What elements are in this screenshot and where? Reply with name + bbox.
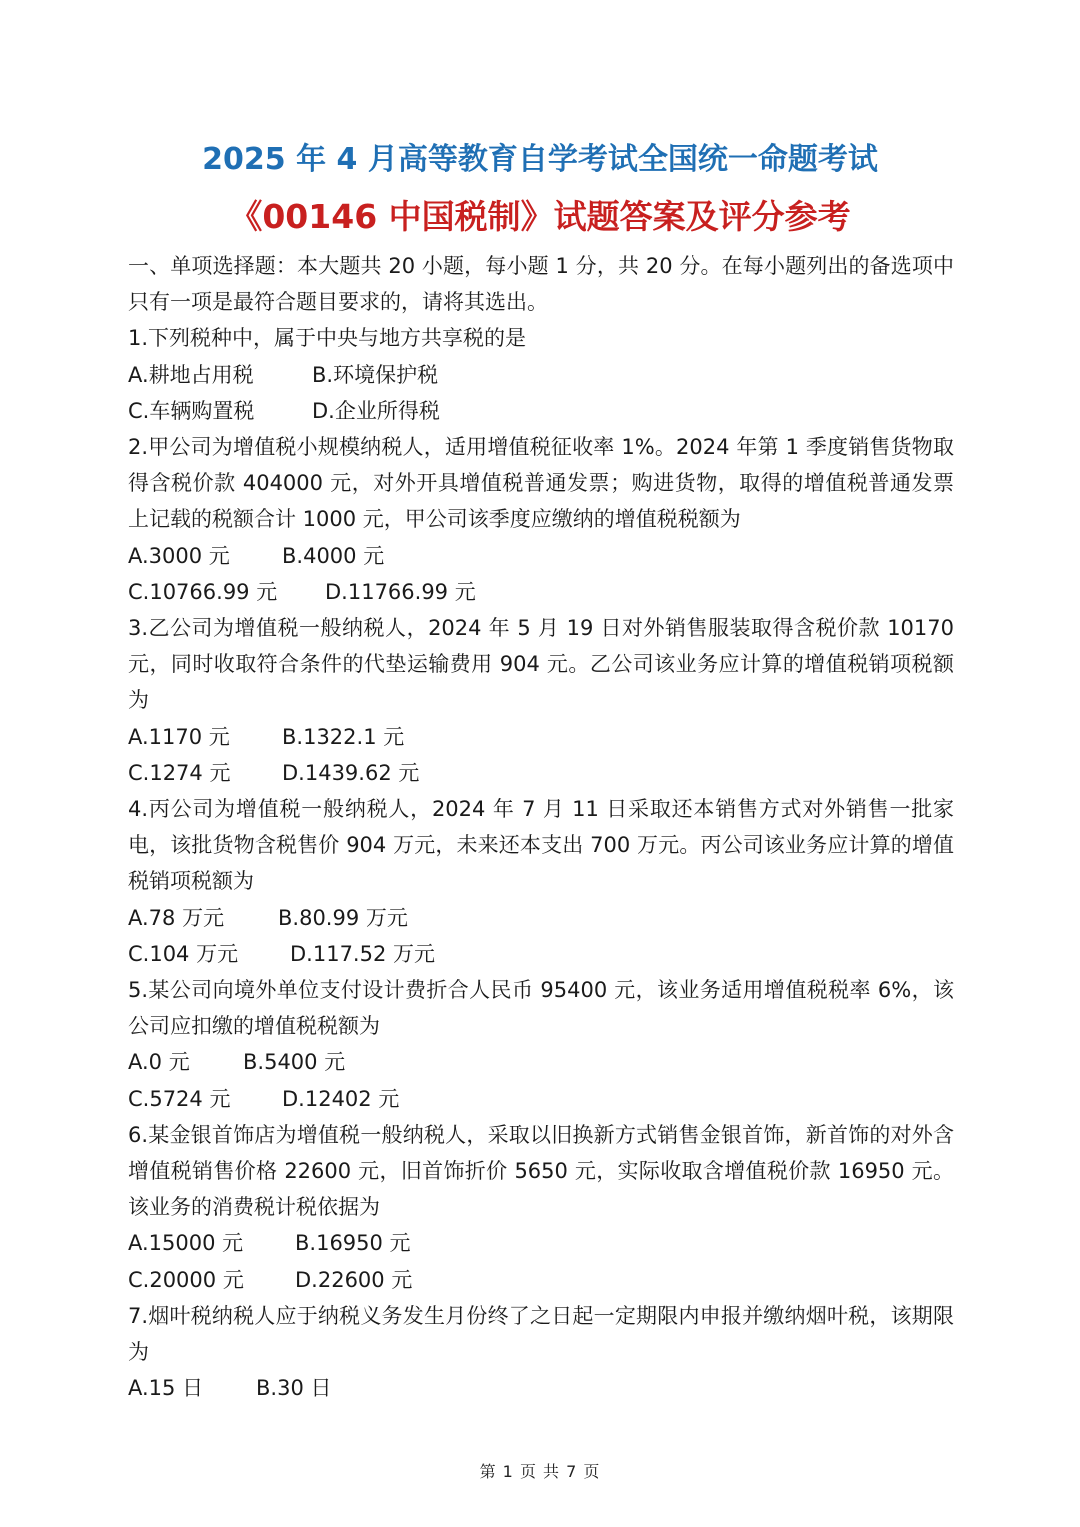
question-stem-7: 7.烟叶税纳税人应于纳税义务发生月份终了之日起一定期限内申报并缴纳烟叶税，该期限为: [128, 1303, 954, 1364]
section-intro: 一、单项选择题：本大题共 20 小题，每小题 1 分，共 20 分。在每小题列出的备选项中只有一项是最符合题目要求的，请将其选出。: [128, 254, 954, 315]
exam-title: 2025 年 4 月高等教育自学考试全国统一命题考试: [202, 142, 878, 177]
option-c: C.20000 元: [128, 1267, 244, 1292]
option-d: D.117.52 万元: [290, 941, 436, 966]
options-row: [128, 900, 954, 936]
question-stem-5: 5.某公司向境外单位支付设计费折合人民币 95400 元，该业务适用增值税税率 6%，该公司应扣缴的增值税税额为: [128, 977, 954, 1039]
question-stem-6: 6.某金银首饰店为增值税一般纳税人，采取以旧换新方式销售金银首饰，新首饰的对外含增值税销售价格 22600 元，旧首饰折价 5650 元，实际收取含增值税价款 16950 元。该业务的消费税计税依据为: [128, 1122, 954, 1220]
option-c: C.5724 元: [128, 1086, 231, 1111]
options-row: [128, 357, 954, 393]
option-d: D.11766.99 元: [325, 579, 476, 604]
option-c: C.1274 元: [128, 760, 231, 785]
question-stem-4: 4.丙公司为增值税一般纳税人，2024 年 7 月 11 日采取还本销售方式对外销售一批家电，该批货物含税售价 904 万元，未来还本支出 700 万元。丙公司该业务应计算的增值税销项税额为: [128, 796, 954, 894]
option-b: B.16950 元: [295, 1231, 411, 1256]
option-a: A.15000 元: [128, 1231, 244, 1256]
options-row: [128, 1081, 954, 1117]
question-stem-3: 3.乙公司为增值税一般纳税人，2024 年 5 月 19 日对外销售服装取得含税价款 10170 元，同时收取符合条件的代垫运输费用 904 元。乙公司该业务应计算的增值税销项税额为: [128, 615, 954, 713]
options-row: [128, 755, 954, 791]
option-b: B.5400 元: [243, 1050, 346, 1075]
option-b: B.80.99 万元: [278, 905, 408, 930]
options-row: [128, 1262, 954, 1298]
option-b: B.环境保护税: [312, 362, 439, 387]
option-a: A.1170 元: [128, 724, 230, 749]
options-row: [128, 1370, 954, 1406]
option-d: D.1439.62 元: [282, 760, 420, 785]
option-b: B.1322.1 元: [282, 724, 405, 749]
option-d: D.企业所得税: [312, 398, 440, 423]
options-row: [128, 1044, 954, 1080]
options-row: [128, 936, 954, 972]
option-a: A.耕地占用税: [128, 362, 254, 387]
options-row: [128, 1225, 954, 1261]
question-section: [128, 248, 954, 1406]
options-row: [128, 538, 954, 574]
options-row: [128, 719, 954, 755]
option-a: A.3000 元: [128, 543, 230, 568]
question-stem-1: 1.下列税种中，属于中央与地方共享税的是: [128, 326, 527, 351]
option-a: A.78 万元: [128, 905, 225, 930]
question-stem-2: 2.甲公司为增值税小规模纳税人，适用增值税征收率 1%。2024 年第 1 季度销售货物取得含税价款 404000 元，对外开具增值税普通发票；购进货物，取得的增值税普通发票上记载的税额合计 1000 元，甲公司该季度应缴纳的增值税税额为: [128, 434, 954, 532]
page-number: 第 1 页 共 7 页: [479, 1462, 601, 1481]
option-b: B.4000 元: [282, 543, 385, 568]
option-a: A.0 元: [128, 1050, 190, 1075]
option-c: C.10766.99 元: [128, 579, 278, 604]
paper-title: 《00146 中国税制》试题答案及评分参考: [229, 197, 851, 236]
options-row: [128, 574, 954, 610]
option-c: C.车辆购置税: [128, 398, 255, 423]
option-a: A.15 日: [128, 1376, 204, 1401]
option-c: C.104 万元: [128, 941, 239, 966]
option-d: D.22600 元: [295, 1267, 413, 1292]
options-row: [128, 393, 954, 429]
option-d: D.12402 元: [282, 1086, 400, 1111]
option-b: B.30 日: [256, 1376, 332, 1401]
